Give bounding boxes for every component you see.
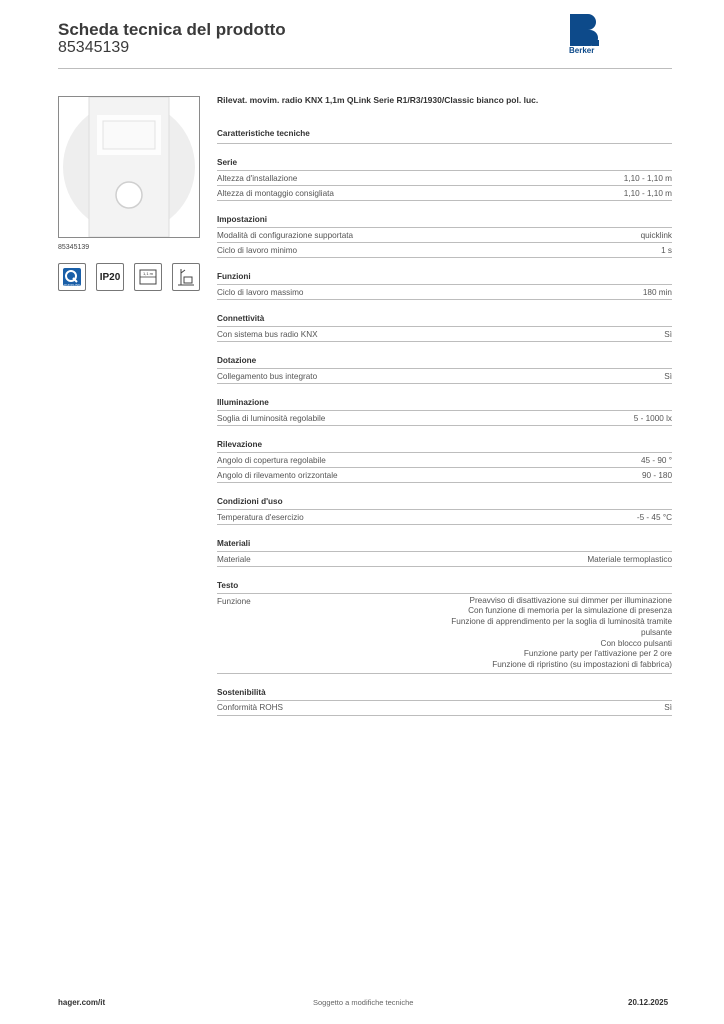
- spec-label: Funzione: [217, 596, 251, 606]
- spec-sections: [217, 157, 672, 716]
- header-divider: [58, 68, 672, 69]
- spec-label: Collegamento bus integrato: [217, 371, 318, 381]
- spec-value-line: Funzione party per l'attivazione per 2 ore: [523, 649, 672, 659]
- spec-label: Temperatura d'esercizio: [217, 512, 304, 522]
- spec-row: [217, 369, 672, 384]
- installation-height-icon: [134, 263, 162, 291]
- spec-value: -5 - 45 °C: [636, 512, 672, 522]
- spec-section: [217, 538, 672, 567]
- product-code: 85345139: [58, 39, 130, 56]
- spec-value-line: Funzione di ripristino (su impostazioni di fabbrica): [492, 660, 672, 670]
- spec-value: 180 min: [642, 287, 672, 297]
- footer-website: hager.com/it: [58, 998, 106, 1007]
- section-title: Materiali: [217, 538, 672, 552]
- spec-section: [217, 271, 672, 300]
- ip20-label: IP20: [99, 271, 121, 283]
- section-title: Connettività: [217, 313, 672, 327]
- spec-value: Sì: [664, 329, 672, 339]
- spec-row: [217, 285, 672, 300]
- spec-row: [217, 453, 672, 468]
- spec-value: 1,10 - 1,10 m: [623, 173, 672, 183]
- spec-value: quicklink: [640, 230, 672, 240]
- section-title: Rilevazione: [217, 439, 672, 453]
- spec-section: [217, 687, 672, 716]
- spec-section: [217, 157, 672, 201]
- section-title: Condizioni d'uso: [217, 496, 672, 510]
- spec-row: [217, 327, 672, 342]
- spec-section: [217, 496, 672, 525]
- section-title: Testo: [217, 580, 672, 594]
- spec-row: [217, 228, 672, 243]
- spec-label: Altezza di montaggio consigliata: [217, 188, 334, 198]
- spec-row: [217, 594, 672, 674]
- spec-value: Sì: [664, 703, 672, 713]
- spec-value-line: pulsante: [641, 627, 672, 637]
- product-image: [58, 96, 200, 238]
- spec-value: [402, 596, 672, 672]
- surface-mount-icon: [172, 263, 200, 291]
- spec-label: Angolo di copertura regolabile: [217, 455, 326, 465]
- spec-row: [217, 701, 672, 716]
- spec-row: [217, 243, 672, 258]
- spec-label: Ciclo di lavoro minimo: [217, 245, 298, 255]
- spec-label: Conformità ROHS: [217, 703, 283, 713]
- spec-value: 5 - 1000 lx: [633, 413, 672, 423]
- footer-note: Soggetto a modifiche tecniche: [313, 998, 414, 1007]
- logo-text: Berker: [569, 46, 595, 55]
- spec-section: [217, 580, 672, 674]
- section-title: Impostazioni: [217, 214, 672, 228]
- spec-value: Materiale termoplastico: [587, 554, 672, 564]
- spec-row: [217, 510, 672, 525]
- page-title: Scheda tecnica del prodotto: [58, 20, 286, 39]
- spec-row: [217, 411, 672, 426]
- quicklink-label: QUICKLINK: [63, 283, 81, 287]
- spec-section: [217, 313, 672, 342]
- spec-label: Materiale: [217, 554, 251, 564]
- spec-content: [217, 94, 672, 716]
- spec-label: Con sistema bus radio KNX: [217, 329, 318, 339]
- spec-label: Soglia di luminosità regolabile: [217, 413, 326, 423]
- spec-value-line: Funzione di apprendimento per la soglia di luminosità tramite: [451, 617, 672, 627]
- section-title: Sostenibilità: [217, 687, 672, 701]
- image-caption: 85345139: [58, 244, 90, 251]
- spec-section: [217, 355, 672, 384]
- spec-label: Modalità di configurazione supportata: [217, 230, 354, 240]
- spec-section: [217, 397, 672, 426]
- spec-value: Sì: [664, 371, 672, 381]
- spec-section: [217, 439, 672, 483]
- product-title: Rilevat. movim. radio KNX 1,1m QLink Serie R1/R3/1930/Classic bianco pol. luc.: [217, 95, 539, 105]
- spec-value-line: Preavviso di disattivazione sui dimmer per illuminazione: [469, 595, 672, 605]
- section-title: Funzioni: [217, 271, 672, 285]
- section-title: Illuminazione: [217, 397, 672, 411]
- ip20-icon: [96, 263, 124, 291]
- section-title: Serie: [217, 157, 672, 171]
- spec-label: Altezza d'installazione: [217, 173, 298, 183]
- footer-date: 20.12.2025: [628, 998, 669, 1007]
- spec-label: Angolo di rilevamento orizzontale: [217, 470, 338, 480]
- quicklink-icon: [58, 263, 86, 291]
- spec-row: [217, 171, 672, 186]
- spec-value: 90 - 180: [641, 470, 672, 480]
- spec-row: [217, 186, 672, 201]
- spec-row: [217, 468, 672, 483]
- spec-value-line: Con funzione di memoria per la simulazione di presenza: [468, 606, 672, 616]
- spec-section: [217, 214, 672, 258]
- spec-value: 1,10 - 1,10 m: [623, 188, 672, 198]
- spec-label: Ciclo di lavoro massimo: [217, 287, 304, 297]
- installation-height-label: 1,1 m: [142, 271, 154, 276]
- tech-heading: Caratteristiche tecniche: [217, 128, 672, 144]
- spec-value: 1 s: [661, 245, 672, 255]
- spec-row: [217, 552, 672, 567]
- feature-icons: [58, 263, 200, 291]
- spec-value: 45 - 90 °: [640, 455, 672, 465]
- spec-value-line: Con blocco pulsanti: [600, 638, 672, 648]
- section-title: Dotazione: [217, 355, 672, 369]
